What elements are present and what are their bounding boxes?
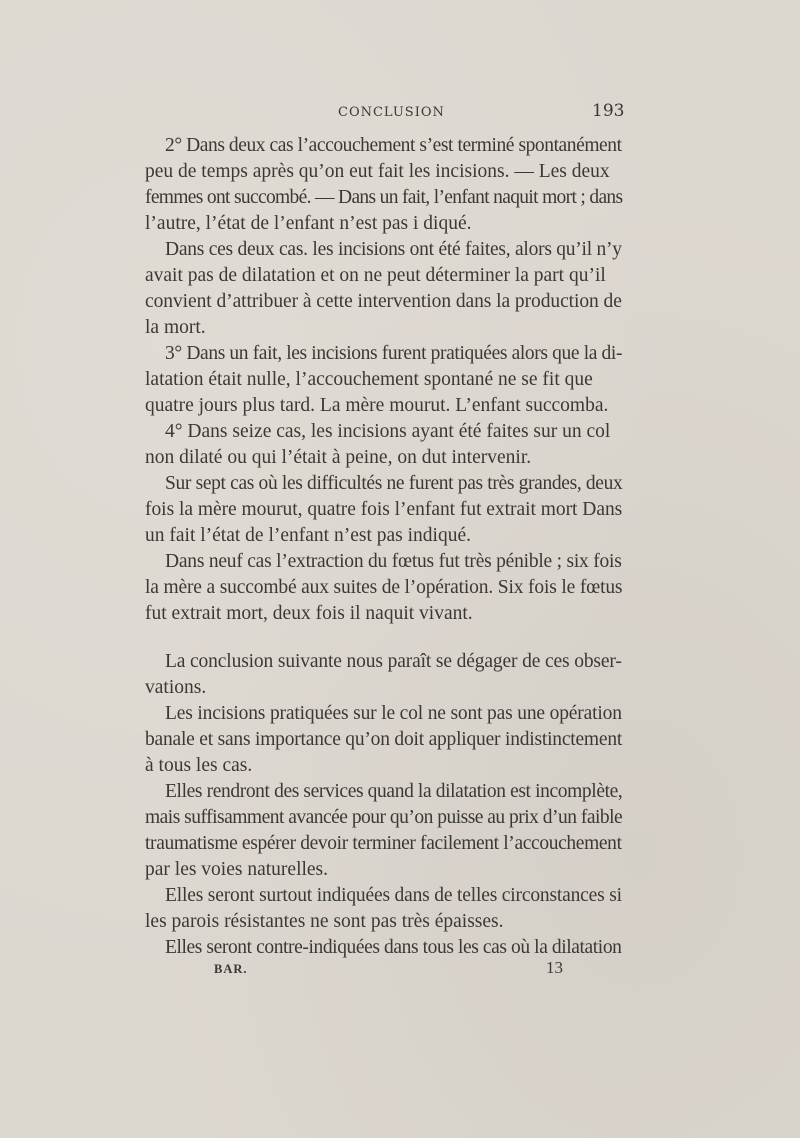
text-line: traumatisme espérer devoir terminer facilement l’accouchement xyxy=(145,833,622,854)
text-line: les parois résistantes ne sont pas très épaisses. xyxy=(145,911,504,932)
text-line: l’autre, l’état de l’enfant n’est pas i diqué. xyxy=(145,213,472,234)
text-line: un fait l’état de l’enfant n’est pas indiqué. xyxy=(145,525,471,546)
text-line: 3° Dans un fait, les incisions furent pratiquées alors que la di- xyxy=(165,343,623,364)
text-line: à tous les cas. xyxy=(145,755,253,776)
text-line: avait pas de dilatation et on ne peut déterminer la part qu’il xyxy=(145,265,606,286)
page-number: 193 xyxy=(592,101,625,121)
text-line: Elles seront contre-indiquées dans tous les cas où la dilatation xyxy=(165,937,622,958)
signature-mark: BAR. xyxy=(214,962,248,976)
text-line: par les voies naturelles. xyxy=(145,859,329,880)
text-line: mais suffisamment avancée pour qu’on puisse au prix d’un faible xyxy=(145,807,623,828)
text-line: la mort. xyxy=(145,317,206,338)
text-line: la mère a succombé aux suites de l’opération. Six fois le fœtus xyxy=(145,577,623,598)
text-line: Sur sept cas où les difficultés ne furent pas très grandes, deux xyxy=(165,473,623,494)
text-line: Dans ces deux cas. les incisions ont été faites, alors qu’il n’y xyxy=(165,239,622,260)
text-line: peu de temps après qu’on eut fait les incisions. — Les deux xyxy=(145,161,610,182)
signature-number: 13 xyxy=(546,958,563,977)
text-line: 2° Dans deux cas l’accouchement s’est terminé spontanément xyxy=(165,135,622,156)
text-line: latation était nulle, l’accouchement spontané ne se fit que xyxy=(145,369,593,390)
text-line: Elles rendront des services quand la dilatation est incomplète, xyxy=(165,781,623,802)
text-line: femmes ont succombé. — Dans un fait, l’enfant naquit mort ; dans xyxy=(145,187,623,208)
text-line: vations. xyxy=(145,677,207,698)
text-line: Elles seront surtout indiquées dans de telles circonstances si xyxy=(165,885,622,906)
text-line: non dilaté ou qui l’était à peine, on dut intervenir. xyxy=(145,447,532,468)
text-line: Dans neuf cas l’extraction du fœtus fut très pénible ; six fois xyxy=(165,551,622,572)
text-line: convient d’attribuer à cette intervention dans la production de xyxy=(145,291,622,312)
text-line: banale et sans importance qu’on doit appliquer indistinctement xyxy=(145,729,623,750)
text-line: 4° Dans seize cas, les incisions ayant été faites sur un col xyxy=(165,421,611,442)
text-line: fut extrait mort, deux fois il naquit vivant. xyxy=(145,603,473,624)
text-line: fois la mère mourut, quatre fois l’enfant fut extrait mort Dans xyxy=(145,499,623,520)
text-line: quatre jours plus tard. La mère mourut. L’enfant succomba. xyxy=(145,395,609,416)
text-line: Les incisions pratiquées sur le col ne sont pas une opération xyxy=(165,703,622,724)
text-line: La conclusion suivante nous paraît se dégager de ces obser- xyxy=(165,651,622,672)
running-head-title: CONCLUSION xyxy=(338,105,445,120)
